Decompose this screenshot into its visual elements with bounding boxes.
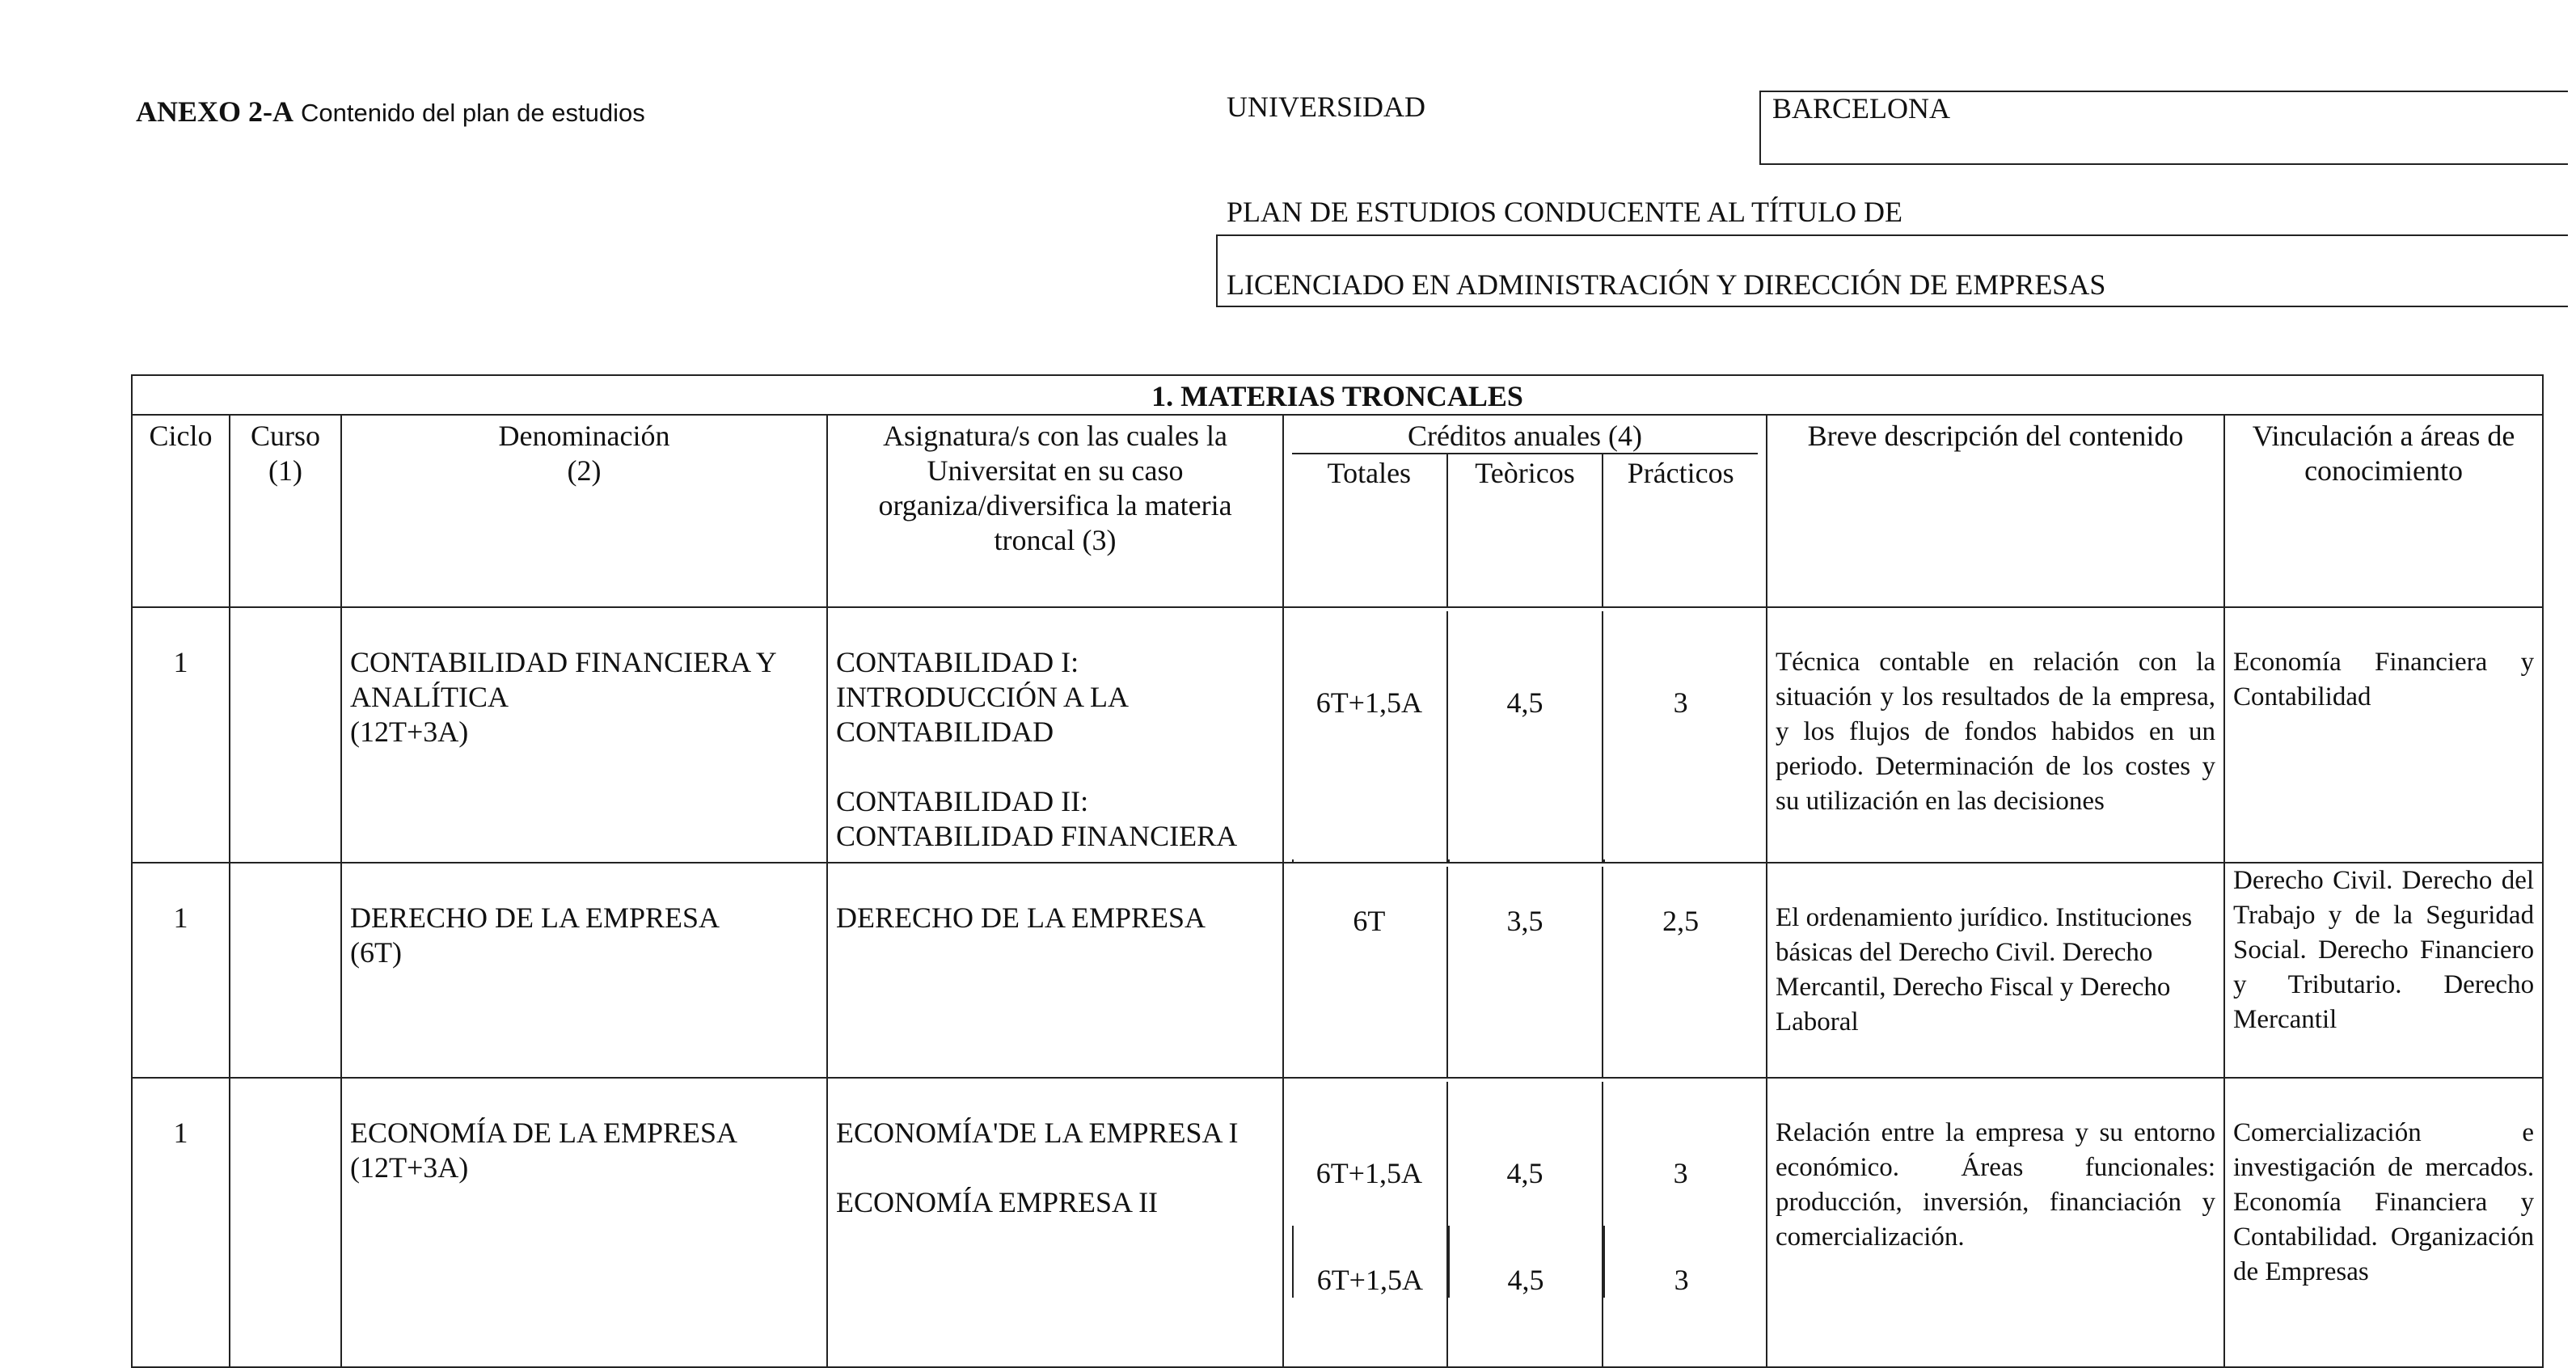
row-curso <box>230 607 341 863</box>
table-row <box>132 1078 2543 1367</box>
row-descripcion: Relación entre la empresa y su entorno económico. Áreas funcionales: producción, inversión, financiación y comercialización. <box>1767 1078 2224 1367</box>
asignatura-item: ECONOMÍA'DE LA EMPRESA I <box>836 1117 1239 1149</box>
row-ciclo: 1 <box>132 607 230 863</box>
annex-number: ANEXO 2-A <box>136 95 293 128</box>
row-denominacion <box>341 1078 827 1367</box>
practicos-value: 3 <box>1673 1157 1688 1189</box>
creditos-totales-cell <box>1292 611 1446 862</box>
row-curso <box>230 1078 341 1367</box>
denominacion-name: CONTABILIDAD FINANCIERA Y ANALÍTICA <box>350 646 776 713</box>
table-row <box>132 607 2543 863</box>
totales-value: 6T+1,5A <box>1315 1157 1422 1189</box>
col-header-teoricos: Teòricos <box>1446 454 1603 606</box>
row-denominacion <box>341 607 827 863</box>
university-box-bottom-rule <box>1759 163 2568 165</box>
col-header-ciclo-label: Ciclo <box>149 420 213 452</box>
table-title-row <box>132 375 2543 415</box>
row-vinculacion: Economía Financiera y Contabilidad <box>2224 607 2543 863</box>
table-row <box>132 863 2543 1078</box>
asignatura-item: DERECHO DE LA EMPRESA <box>836 901 1206 934</box>
row-creditos <box>1283 607 1767 863</box>
denominacion-credits: (12T+3A) <box>350 716 469 748</box>
row-asignaturas <box>827 863 1283 1078</box>
row-ciclo: 1 <box>132 863 230 1078</box>
row-creditos <box>1283 863 1767 1078</box>
row-curso <box>230 863 341 1078</box>
creditos-practicos-cell <box>1602 1082 1758 1366</box>
row-denominacion <box>341 863 827 1078</box>
row-vinculacion: Derecho Civil. Derecho del Trabajo y de la Seguridad Social. Derecho Financiero y Tributario. Derecho Mercantil <box>2224 863 2543 1078</box>
col-header-curso-note: (1) <box>268 454 302 487</box>
teoricos-value: 4,5 <box>1506 686 1543 719</box>
creditos-teoricos-cell <box>1446 1082 1603 1366</box>
plan-label: PLAN DE ESTUDIOS CONDUCENTE AL TÍTULO DE <box>1227 196 1902 228</box>
col-header-curso-label: Curso <box>250 420 320 452</box>
denominacion-credits: (12T+3A) <box>350 1151 469 1184</box>
denominacion-name: ECONOMÍA DE LA EMPRESA <box>350 1117 738 1149</box>
practicos-value: 3 <box>1603 1226 1758 1298</box>
practicos-value: 3 <box>1673 686 1688 719</box>
col-header-creditos-label: Créditos anuales (4) <box>1292 419 1758 454</box>
row-descripcion: El ordenamiento jurídico. Instituciones básicas del Derecho Civil. Derecho Mercantil, Derecho Fiscal y Derecho Laboral <box>1767 863 2224 1078</box>
asignatura-item: CONTABILIDAD I: INTRODUCCIÓN A LA CONTABILIDAD <box>836 646 1128 748</box>
degree-title: LICENCIADO EN ADMINISTRACIÓN Y DIRECCIÓN DE EMPRESAS <box>1227 268 2106 301</box>
creditos-teoricos-cell <box>1446 611 1603 862</box>
teoricos-value: 4,5 <box>1448 1226 1603 1298</box>
col-header-practicos: Prácticos <box>1602 454 1758 606</box>
col-header-denominacion-note: (2) <box>567 454 602 487</box>
creditos-totales-cell <box>1292 1082 1446 1366</box>
row-descripcion: Técnica contable en relación con la situación y los resultados de la empresa, y los flujos de fondos habidos en un periodo. Determinación de los costes y su utilización en las decisiones <box>1767 607 2224 863</box>
col-header-asignatura: Asignatura/s con las cuales la Universitat en su caso organiza/diversifica la materia troncal (3) <box>827 415 1283 607</box>
totales-value: 6T+1,5A <box>1292 1226 1446 1298</box>
col-header-denominacion-label: Denominación <box>498 420 670 452</box>
col-header-ciclo <box>132 415 230 607</box>
col-header-denominacion <box>341 415 827 607</box>
creditos-practicos-cell <box>1602 611 1758 862</box>
totales-value: 6T+1,5A <box>1315 686 1422 719</box>
denominacion-name: DERECHO DE LA EMPRESA <box>350 901 720 934</box>
row-creditos <box>1283 1078 1767 1367</box>
row-ciclo: 1 <box>132 1078 230 1367</box>
table-title: 1. MATERIAS TRONCALES <box>132 375 2543 415</box>
teoricos-value: 4,5 <box>1506 1157 1543 1189</box>
col-header-vinculacion: Vinculación a áreas de conocimiento <box>2224 415 2543 607</box>
col-header-descripcion: Breve descripción del contenido <box>1767 415 2224 607</box>
col-header-totales: Totales <box>1327 457 1412 489</box>
table-header-row <box>132 415 2543 607</box>
row-asignaturas <box>827 607 1283 863</box>
degree-box-left-rule <box>1216 234 1218 307</box>
degree-box-top-rule <box>1216 234 2568 236</box>
asignatura-item: CONTABILIDAD II: CONTABILIDAD FINANCIERA <box>836 785 1238 852</box>
totales-value: 6T <box>1353 905 1386 937</box>
col-header-creditos <box>1283 415 1767 607</box>
university-label: UNIVERSIDAD <box>1227 91 1425 123</box>
annex-heading <box>136 97 645 126</box>
university-value: BARCELONA <box>1772 92 1951 125</box>
degree-box-bottom-rule <box>1216 306 2568 307</box>
asignatura-item: ECONOMÍA EMPRESA II <box>836 1186 1159 1218</box>
denominacion-credits: (6T) <box>350 936 402 969</box>
row-vinculacion: Comercialización e investigación de mercados. Economía Financiera y Contabilidad. Organización de Empresas <box>2224 1078 2543 1367</box>
teoricos-value: 3,5 <box>1446 867 1603 1077</box>
materias-troncales-table <box>131 374 2544 1368</box>
col-header-curso <box>230 415 341 607</box>
practicos-value: 2,5 <box>1602 867 1758 1077</box>
row-asignaturas <box>827 1078 1283 1367</box>
annex-title: Contenido del plan de estudios <box>301 99 645 127</box>
